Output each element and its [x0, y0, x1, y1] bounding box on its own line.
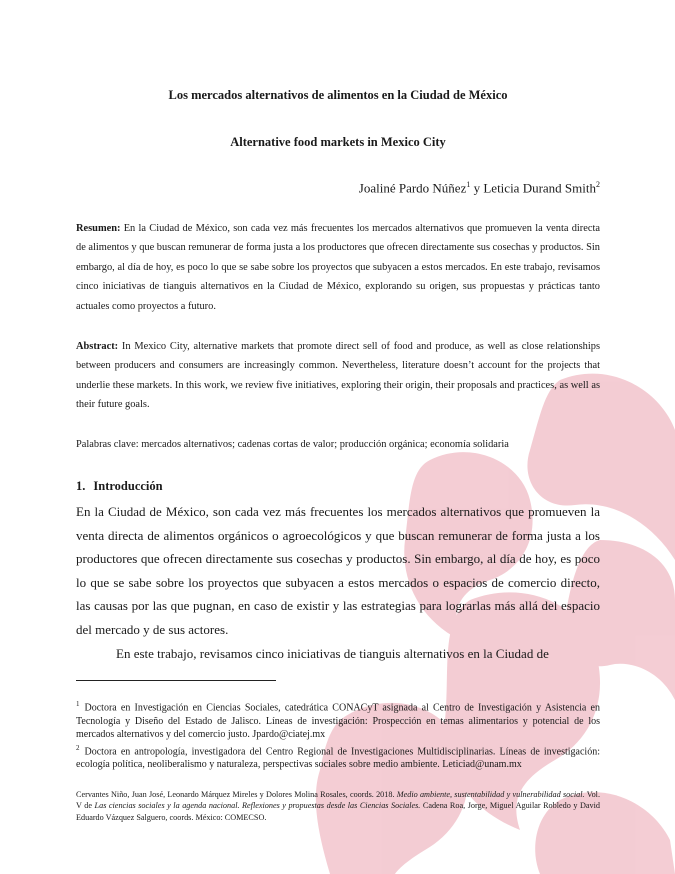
section-title: Introducción: [93, 479, 163, 493]
citation-part-2: Vol. V de: [76, 790, 600, 811]
footnote-separator-rule: [76, 680, 276, 681]
citation-part-1: Cervantes Niño, Juan José, Leonardo Márquez Mireles y Dolores Molina Rosales, coords. 2018.: [76, 790, 397, 799]
paper-title-english: Alternative food markets in Mexico City: [230, 135, 446, 149]
footnote-2-mark: 2: [76, 743, 80, 752]
author-1-name: Joaliné Pardo Núñez: [358, 180, 467, 196]
resumen-label: Resumen:: [76, 223, 121, 234]
author-2-footnote-mark: 2: [596, 180, 600, 189]
citation-italic-2: Las ciencias sociales y la agenda nacional. Reflexiones y propuestas desde las Ciencias Sociales.: [94, 801, 421, 811]
abstract-paragraph: [76, 337, 600, 415]
abstract-label: Abstract:: [76, 341, 119, 352]
watermark-dot: [618, 448, 662, 492]
keywords-line: Palabras clave: mercados alternativos; cadenas cortas de valor; producción orgánica; economía solidaria: [76, 439, 509, 450]
author-1-footnote-mark: 1: [466, 180, 471, 189]
footnote-1-text: Doctora en Investigación en Ciencias Sociales, catedrática CONACyT asignada al Centro de Investigación y Asistencia en Tecnología y Diseño del Estado de Jalisco. Líneas de investigación: Prospección en temas alimentarios y potencial de los mercados alternativos y del comercio justo. Jpardo@ciatej.mx: [76, 702, 600, 741]
footnote-1: [76, 698, 600, 742]
footnote-1-mark: 1: [76, 700, 80, 708]
author-line: [359, 180, 600, 196]
book-citation: [76, 789, 600, 823]
intro-paragraph-2: En este trabajo, revisamos cinco iniciativas de tianguis alternativos en la Ciudad de: [116, 646, 549, 661]
resumen-text: En la Ciudad de México, son cada vez más frecuentes los mercados alternativos que promueven la venta directa de alimentos y que buscan remunerar de forma justa a los productores que ofrecen directamente sus cosechas y productos. Sin embargo, al día de hoy, es poco lo que se sabe sobre los proyectos que subyacen a estos mercados. En este trabajo, revisamos cinco iniciativas de tianguis alternativos en la Ciudad de México, explorando su origen, sus propuestas y prácticas tanto actuales como proyectos a futuro.: [76, 223, 600, 312]
intro-paragraph-1: En la Ciudad de México, son cada vez más frecuentes los mercados alternativos que promueven la venta directa de alimentos orgánicos o agroecológicos y que buscan remunerar de forma justa a los productores que ofrecen directamente sus cosechas y productos. Sin embargo, al día de hoy, es poco lo que se sabe sobre los proyectos que subyacen a estos mercados o espacios de comercio directo, las causas por las que pugnan, en caso de existir y las estrategias para lograrlas más allá del espacio del mercado y de sus actores.: [76, 504, 600, 637]
footnote-2-text: Doctora en antropología, investigadora del Centro Regional de Investigaciones Multidisciplinarias. Líneas de investigación: ecología política, neoliberalismo y naturaleza, perspectivas sociales sobre medio ambiente. Leticiad@unam.mx: [76, 745, 600, 771]
author-connector: y: [470, 180, 484, 196]
abstract-text: In Mexico City, alternative markets that promote direct sell of food and produce, as well as close relationships between producers and consumers are increasingly common. Nevertheless, literature doesn’t account for the projects that underlie these markets. In this work, we review five initiatives, exploring their origin, their proposals and practices, as well as their future goals.: [76, 341, 600, 411]
paper-title-spanish: Los mercados alternativos de alimentos en la Ciudad de México: [168, 88, 508, 102]
citation-italic-1: Medio ambiente, sustentabilidad y vulnerabilidad social.: [396, 790, 585, 799]
footnote-2: [76, 742, 600, 772]
section-heading-introduccion: [76, 479, 600, 494]
section-number: 1.: [76, 479, 86, 493]
resumen-paragraph: [76, 219, 600, 316]
footnotes: [76, 698, 600, 772]
citation-part-3: Cadena Roa, Jorge, Miguel Aguilar Robledo y David Eduardo Vázquez Salguero, coords. México: COMECSO.: [76, 801, 600, 822]
author-2-name: Leticia Durand Smith: [483, 180, 596, 196]
